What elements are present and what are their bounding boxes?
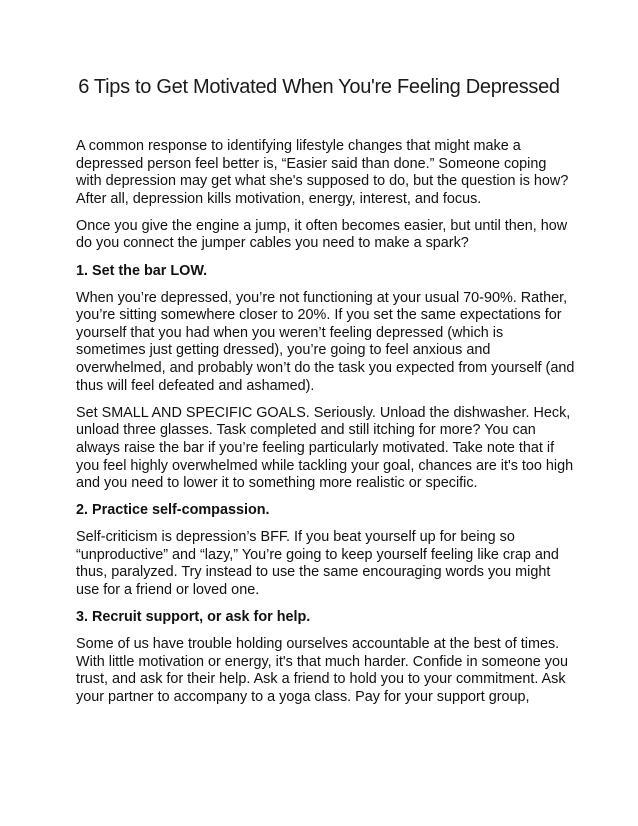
section-heading-2 [76, 502, 576, 520]
text-line: depressed person feel better is, “Easier said than done.” Someone coping [76, 155, 547, 172]
text-line: Some of us have trouble holding ourselves accountable at the best of times. [76, 636, 560, 653]
paragraph [76, 138, 576, 208]
text-line: always raise the bar if you’re feeling particularly motivated. Take note that if [76, 439, 555, 456]
text-line: yourself that you had when you weren’t feeling depressed (which is [76, 324, 504, 341]
text-line: With little motivation or energy, it's that much harder. Confide in someone you [76, 653, 568, 670]
text-line: Once you give the engine a jump, it often becomes easier, but until then, how [76, 217, 568, 234]
text-line: your partner to accompany to a yoga class. Pay for your support group, [76, 689, 530, 706]
text-line: you feel highly overwhelmed while tackling your goal, chances are it's too high [76, 457, 574, 474]
document-title: 6 Tips to Get Motivated When You're Feeling Depressed [78, 76, 560, 98]
text-line: Set SMALL AND SPECIFIC GOALS. Seriously. Unload the dishwasher. Heck, [76, 404, 571, 421]
paragraph [76, 529, 576, 599]
paragraph [76, 405, 576, 493]
text-line: 3. Recruit support, or ask for help. [76, 609, 311, 626]
text-line: with depression may get what she's supposed to do, but the question is how? [76, 173, 569, 190]
paragraph [76, 636, 576, 706]
document-body [76, 138, 576, 716]
text-line: use for a friend or loved one. [76, 582, 260, 599]
text-line: After all, depression kills motivation, energy, interest, and focus. [76, 190, 482, 207]
text-line: When you’re depressed, you’re not functioning at your usual 70-90%. Rather, [76, 289, 568, 306]
text-line: sometimes just getting dressed), you’re going to feel anxious and [76, 342, 491, 359]
text-line: you’re sitting somewhere closer to 20%. If you set the same expectations for [76, 307, 562, 324]
section-heading-1 [76, 263, 576, 281]
text-line: 1. Set the bar LOW. [76, 262, 208, 279]
text-line: unload three glasses. Task completed and still itching for more? You can [76, 422, 536, 439]
text-line: 2. Practice self-compassion. [76, 502, 270, 519]
text-line: overwhelmed, and probably won’t do the task you expected from yourself (and [76, 360, 575, 377]
text-line: A common response to identifying lifestyle changes that might make a [76, 138, 521, 154]
section-heading-3 [76, 609, 576, 627]
text-line: Self-criticism is depression’s BFF. If you beat yourself up for being so [76, 529, 515, 546]
text-line: “unproductive” and “lazy,” You’re going to keep yourself feeling like crap and [76, 546, 559, 563]
text-line: do you connect the jumper cables you need to make a spark? [76, 235, 469, 252]
text-line: trust, and ask for their help. Ask a friend to hold you to your commitment. Ask [76, 671, 566, 688]
paragraph [76, 218, 576, 253]
text-line: and you need to lower it to something more realistic or specific. [76, 475, 478, 492]
text-line: thus, paralyzed. Try instead to use the same encouraging words you might [76, 564, 551, 581]
text-line: thus will feel defeated and ashamed). [76, 377, 315, 394]
paragraph [76, 290, 576, 396]
